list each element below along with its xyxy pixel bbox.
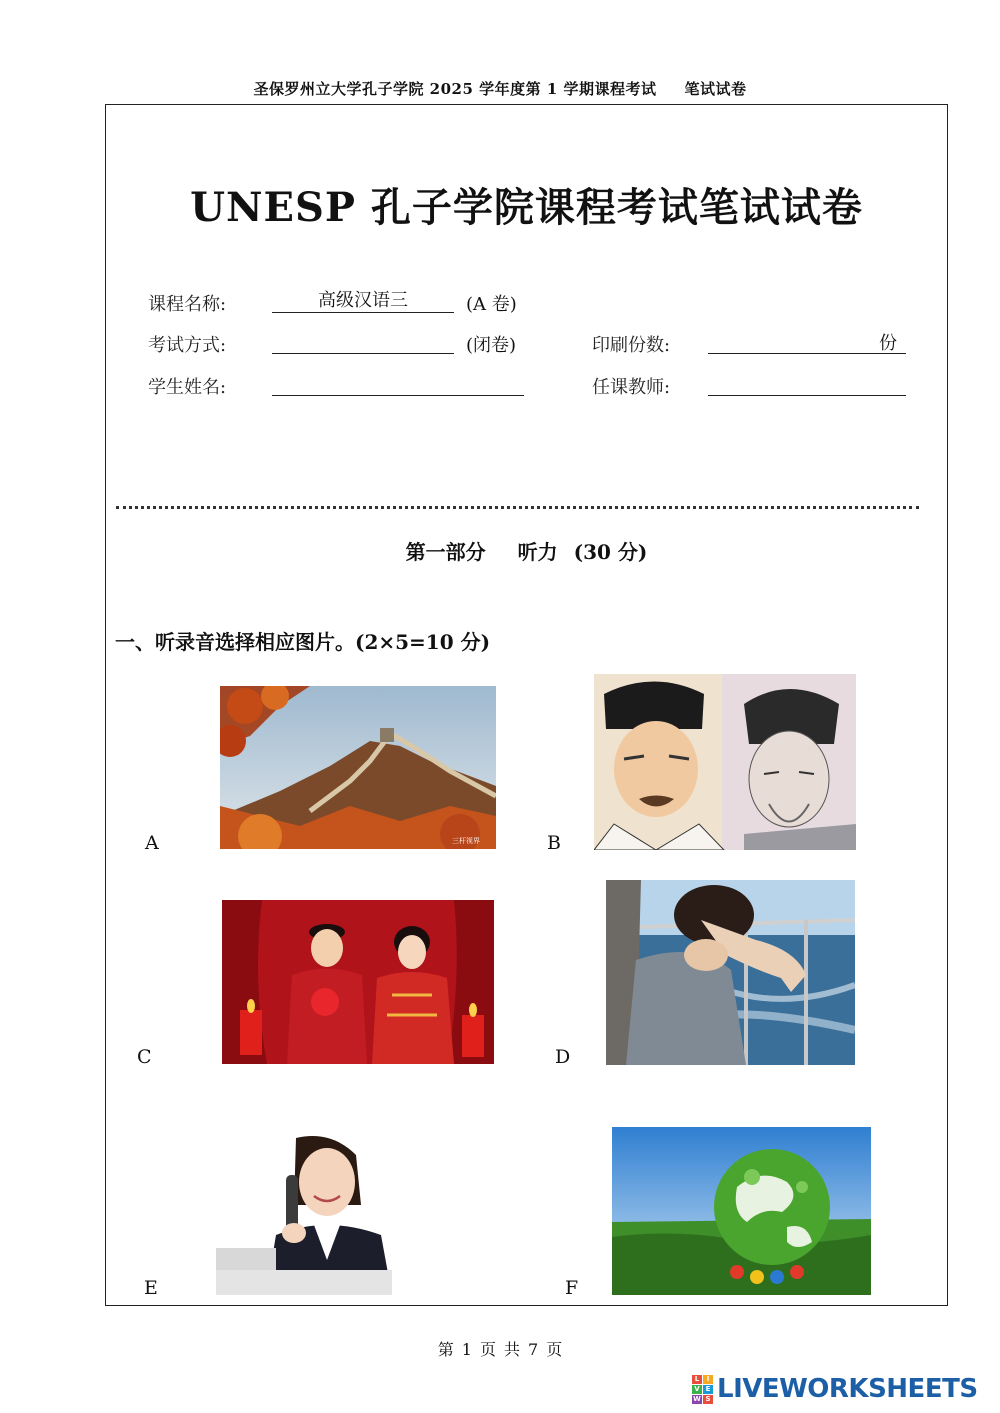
option-a-letter: A bbox=[145, 832, 159, 854]
closed-book-label: (闭卷) bbox=[466, 335, 517, 356]
exam-header-left: 圣保罗州立大学孔子学院 2025 学年度第 1 学期课程考试 bbox=[253, 80, 657, 98]
option-e-letter: E bbox=[144, 1277, 158, 1299]
section-part: 第一部分 bbox=[405, 540, 486, 564]
option-a-watermark: 三杆视界 bbox=[452, 837, 480, 845]
footer-page-number: 1 bbox=[461, 1340, 472, 1359]
question-1-prompt: 一、听录音选择相应图片。(2×5=10 分) bbox=[115, 630, 491, 654]
option-d-letter: D bbox=[555, 1046, 571, 1068]
seasick-woman-picture bbox=[606, 880, 855, 1065]
liveworksheets-logo[interactable] bbox=[692, 1374, 978, 1404]
dotted-divider bbox=[116, 506, 919, 509]
student-name-field[interactable] bbox=[272, 373, 524, 396]
logo-tile: W bbox=[693, 1394, 701, 1403]
wedding-couple-picture bbox=[222, 900, 494, 1064]
option-f-image[interactable] bbox=[612, 1127, 871, 1295]
exam-header bbox=[0, 78, 1000, 99]
teacher-label: 任课教师: bbox=[592, 377, 671, 398]
logo-tile: E bbox=[703, 1385, 713, 1394]
footer-ye: 页 bbox=[479, 1340, 496, 1359]
course-name-field[interactable]: 高级汉语三 bbox=[272, 290, 454, 313]
logo-tile: I bbox=[703, 1375, 713, 1384]
option-b-letter: B bbox=[547, 832, 561, 854]
option-d-image[interactable] bbox=[606, 880, 855, 1065]
great-wall-autumn-picture bbox=[220, 686, 496, 849]
section-skill: 听力 bbox=[517, 540, 558, 564]
page-footer bbox=[0, 1337, 1000, 1360]
section-heading bbox=[105, 536, 948, 565]
student-name-label: 学生姓名: bbox=[148, 377, 227, 398]
liveworksheets-logo-icon bbox=[692, 1375, 713, 1404]
course-name-label: 课程名称: bbox=[148, 294, 227, 315]
receptionist-picture bbox=[216, 1130, 392, 1295]
footer-gong: 共 bbox=[504, 1340, 521, 1359]
page-title: UNESP 孔子学院课程考试笔试试卷 bbox=[190, 184, 863, 231]
option-c-image[interactable] bbox=[222, 900, 494, 1064]
print-copies-label: 印刷份数: bbox=[592, 335, 671, 356]
copies-unit: 份 bbox=[879, 333, 897, 354]
option-e-image[interactable] bbox=[216, 1130, 392, 1295]
exam-mode-label: 考试方式: bbox=[148, 335, 227, 356]
footer-total-pages: 7 bbox=[528, 1340, 539, 1359]
logo-tile: L bbox=[692, 1375, 702, 1384]
green-globe-picture bbox=[612, 1127, 871, 1295]
option-a-image[interactable] bbox=[220, 686, 496, 849]
teacher-field[interactable] bbox=[708, 373, 906, 396]
exam-mode-field[interactable] bbox=[272, 331, 454, 354]
logo-tile: S bbox=[703, 1395, 713, 1404]
poets-portraits-picture bbox=[594, 674, 856, 850]
option-c-letter: C bbox=[137, 1046, 152, 1068]
section-score: (30 分) bbox=[573, 540, 648, 564]
option-f-letter: F bbox=[565, 1277, 579, 1299]
footer-ye2: 页 bbox=[546, 1340, 563, 1359]
exam-header-right: 笔试试卷 bbox=[684, 80, 747, 98]
paper-version-label: (A 卷) bbox=[466, 294, 517, 315]
footer-di: 第 bbox=[437, 1340, 454, 1359]
print-copies-field[interactable] bbox=[708, 331, 906, 354]
liveworksheets-logo-text: LIVEWORKSHEETS bbox=[717, 1374, 978, 1404]
option-b-image[interactable] bbox=[594, 674, 856, 850]
logo-tile: V bbox=[692, 1385, 702, 1394]
